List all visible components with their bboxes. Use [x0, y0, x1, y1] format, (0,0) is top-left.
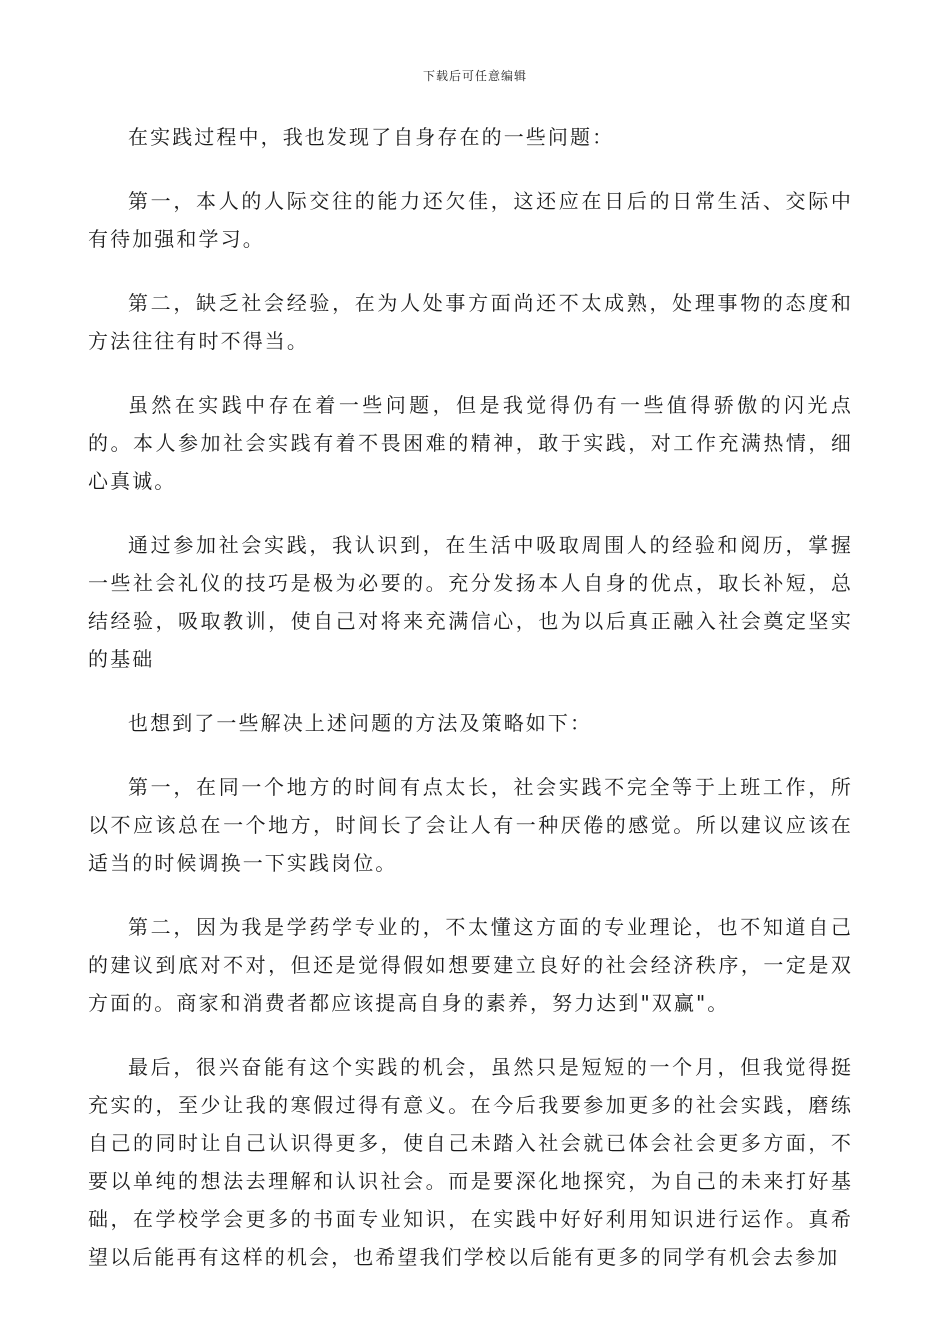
paragraph-highlights: 虽然在实践中存在着一些问题，但是我觉得仍有一些值得骄傲的闪光点的。本人参加社会实践有着不畏困难的精神，敢于实践，对工作充满热情，细心真诚。 [88, 393, 853, 493]
page-header: 下载后可任意编辑 [422, 69, 527, 83]
paragraph-solutions-intro: 也想到了一些解决上述问题的方法及策略如下： [128, 711, 593, 735]
paragraph-solution-one: 第一，在同一个地方的时间有点太长，社会实践不完全等于上班工作，所以不应该总在一个地方，时间长了会让人有一种厌倦的感觉。所以建议应该在适当的时候调换一下实践岗位。 [88, 775, 853, 875]
paragraph-problem-two: 第二，缺乏社会经验，在为人处事方面尚还不太成熟，处理事物的态度和方法往往有时不得当。 [88, 291, 853, 353]
paragraph-problems-intro: 在实践过程中，我也发现了自身存在的一些问题： [128, 125, 615, 149]
document-body [88, 118, 853, 1302]
paragraph-conclusion: 最后，很兴奋能有这个实践的机会，虽然只是短短的一个月，但我觉得挺充实的，至少让我的寒假过得有意义。在今后我要参加更多的社会实践，磨练自己的同时让自己认识得更多，使自己未踏入社会就已体会社会更多方面，不要以单纯的想法去理解和认识社会。而是要深化地探究，为自己的未来打好基础，在学校学会更多的书面专业知识，在实践中好好利用知识进行运作。真希望以后能再有这样的机会，也希望我们学校以后能有更多的同学有机会去参加 [88, 1055, 853, 1269]
paragraph-lessons: 通过参加社会实践，我认识到，在生活中吸取周围人的经验和阅历，掌握一些社会礼仪的技巧是极为必要的。充分发扬本人自身的优点，取长补短，总结经验，吸取教训，使自己对将来充满信心，也为以后真正融入社会奠定坚实的基础 [88, 533, 853, 671]
paragraph-solution-two: 第二，因为我是学药学专业的，不太懂这方面的专业理论，也不知道自己的建议到底对不对，但还是觉得假如想要建立良好的社会经济秩序，一定是双方面的。商家和消费者都应该提高自身的素养，努力达到"双赢"。 [88, 915, 853, 1015]
paragraph-problem-one: 第一，本人的人际交往的能力还欠佳，这还应在日后的日常生活、交际中有待加强和学习。 [88, 189, 853, 251]
